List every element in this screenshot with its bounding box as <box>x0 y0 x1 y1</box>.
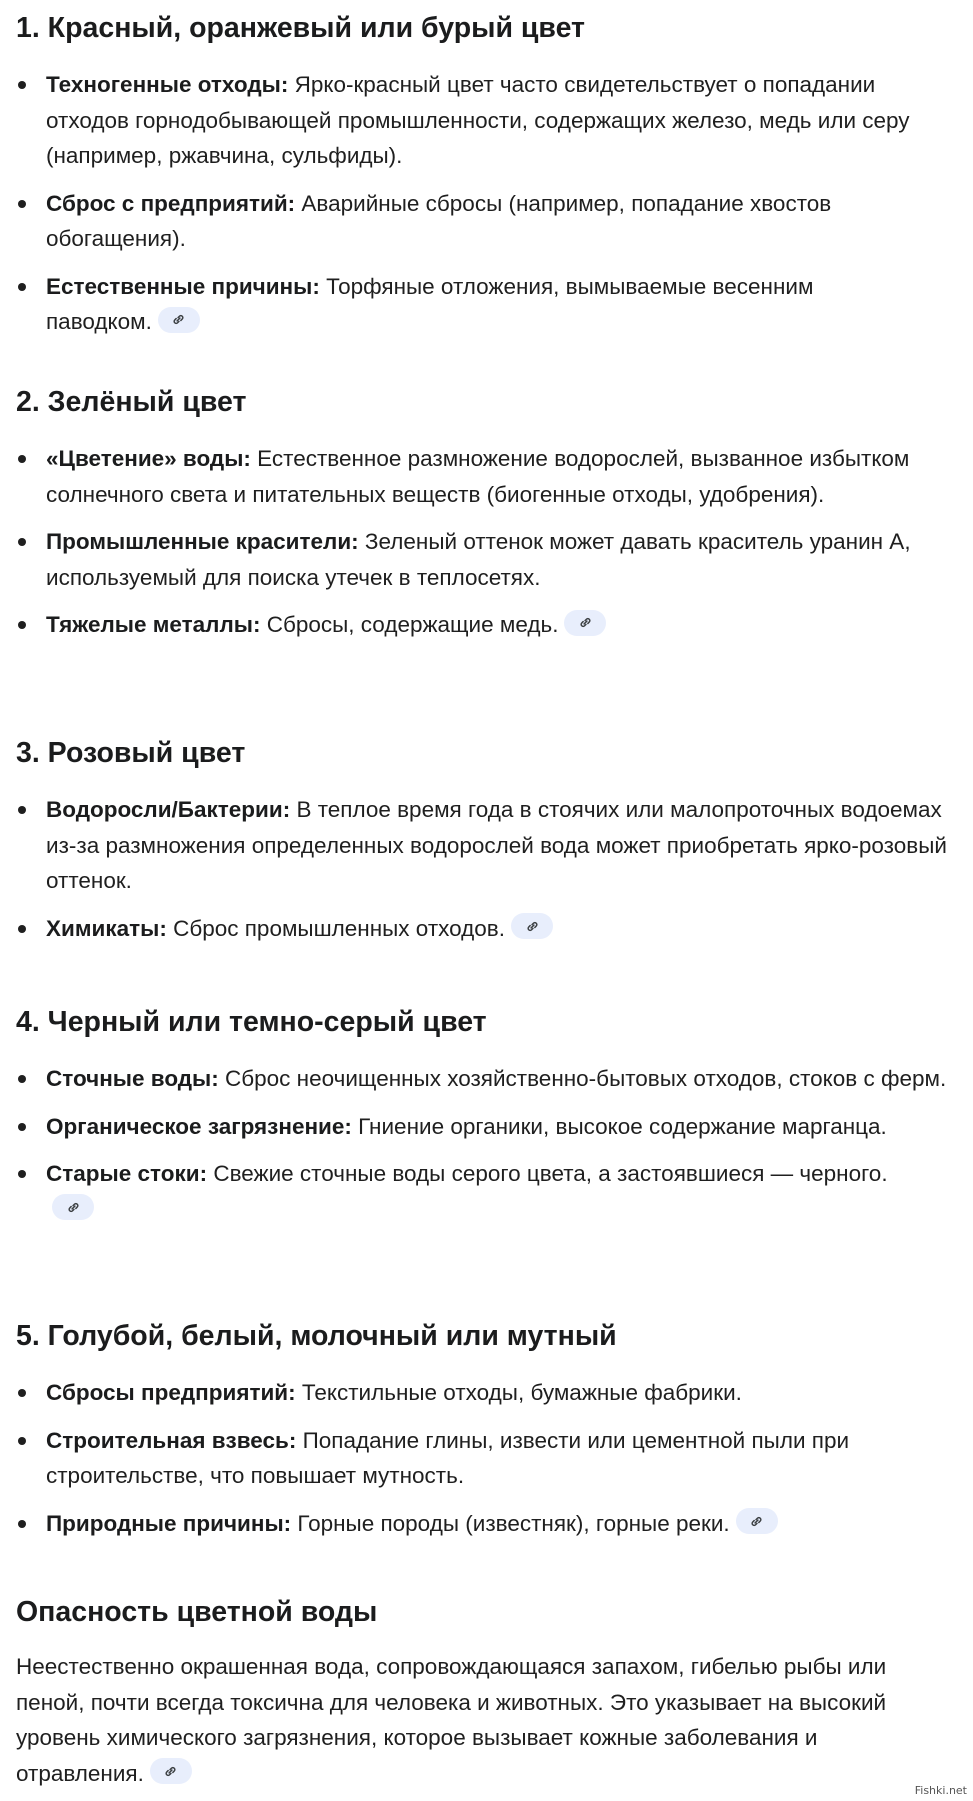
item-term: «Цветение» воды: <box>46 446 251 471</box>
list-item <box>16 1061 951 1097</box>
section-heading: 3. Розовый цвет <box>16 737 246 769</box>
item-text: Сброс неочищенных хозяйственно-бытовых отходов, стоков с ферм. <box>218 1066 947 1091</box>
source-link-chip[interactable] <box>150 1758 192 1784</box>
item-text: Сброс промышленных отходов. <box>166 915 505 941</box>
source-link-chip[interactable] <box>52 1194 94 1220</box>
item-term: Химикаты: <box>46 915 167 941</box>
item-text: Торфяные отложения, вымываемые весенним паводком. <box>46 273 814 334</box>
watermark: Fishki.net <box>914 1784 967 1797</box>
section-heading: 2. Зелёный цвет <box>16 386 247 418</box>
danger-text: Неестественно окрашенная вода, сопровождающаяся запахом, гибелью рыбы или пеной, почти всегда токсична для человека и животных. Это указывает на высокий уровень химического загрязнения, которое вызывает кожные заболевания и отравления. <box>16 1654 887 1786</box>
item-text: Свежие сточные воды серого цвета, а застоявшиеся — черного. <box>207 1161 888 1186</box>
source-link-chip[interactable] <box>511 913 553 939</box>
list-item <box>16 186 951 257</box>
item-text: Ярко-красный цвет часто свидетельствует о попадании отходов горнодобывающей промышленности, содержащих железо, медь или серу (например, ржавчина, сульфиды). <box>46 72 910 168</box>
bullet-list <box>16 441 961 643</box>
list-item <box>16 1423 951 1494</box>
item-term: Тяжелые металлы: <box>46 612 261 637</box>
item-term: Старые стоки: <box>46 1161 208 1186</box>
section-red <box>16 10 961 340</box>
link-icon <box>163 1764 178 1779</box>
list-item <box>16 911 951 947</box>
list-item <box>16 1156 896 1227</box>
list-item <box>16 67 951 174</box>
section-heading: 1. Красный, оранжевый или бурый цвет <box>16 12 586 44</box>
link-icon <box>66 1200 81 1215</box>
section-heading: 4. Черный или темно-серый цвет <box>16 1006 487 1038</box>
link-icon <box>525 919 540 934</box>
item-text: Гниение органики, высокое содержание марганца. <box>351 1113 887 1139</box>
item-text: Горные породы (известняк), горные реки. <box>291 1510 730 1536</box>
item-term: Сбросы предприятий: <box>46 1380 296 1405</box>
item-term: Сброс с предприятий: <box>46 190 296 216</box>
item-text: Зеленый оттенок может давать краситель уранин А, используемый для поиска утечек в теплосетях. <box>46 529 911 590</box>
item-text: В теплое время года в стоячих или малопроточных водоемах из-за размножения определенных водорослей вода может приобретать ярко-розовый оттенок. <box>46 797 947 893</box>
item-term: Природные причины: <box>46 1510 292 1536</box>
list-item <box>16 792 966 899</box>
item-term: Водоросли/Бактерии: <box>46 797 291 822</box>
list-item <box>16 1109 973 1145</box>
list-item <box>16 1506 951 1542</box>
list-item <box>16 441 916 512</box>
bullet-list <box>16 792 961 946</box>
link-icon <box>749 1514 764 1529</box>
item-term: Строительная взвесь: <box>46 1427 297 1453</box>
item-term: Промышленные красители: <box>46 529 359 554</box>
item-text: Попадание глины, извести или цементной пыли при строительстве, что повышает мутность. <box>46 1427 850 1488</box>
link-icon <box>578 615 593 630</box>
bullet-list <box>16 67 961 340</box>
section-black <box>16 1004 961 1227</box>
section-heading: 5. Голубой, белый, молочный или мутный <box>16 1320 617 1352</box>
item-term: Техногенные отходы: <box>46 72 289 97</box>
section-danger <box>16 1594 961 1791</box>
source-link-chip[interactable] <box>158 307 200 333</box>
item-text: Текстильные отходы, бумажные фабрики. <box>295 1380 742 1405</box>
list-item <box>16 1375 951 1411</box>
section-pink <box>16 735 961 946</box>
list-item <box>16 524 966 595</box>
link-icon <box>171 312 186 327</box>
source-link-chip[interactable] <box>564 610 606 636</box>
item-text: Сбросы, содержащие медь. <box>260 612 559 637</box>
list-item <box>16 607 951 643</box>
section-heading: Опасность цветной воды <box>16 1596 378 1628</box>
item-text: Естественное размножение водорослей, вызванное избытком солнечного света и питательных веществ (биогенные отходы, удобрения). <box>46 446 910 507</box>
list-item <box>16 269 916 340</box>
item-text: Аварийные сбросы (например, попадание хвостов обогащения). <box>46 190 832 251</box>
section-green <box>16 384 961 643</box>
bullet-list <box>16 1375 961 1541</box>
item-term: Естественные причины: <box>46 273 320 299</box>
item-term: Органическое загрязнение: <box>46 1113 352 1139</box>
source-link-chip[interactable] <box>736 1508 778 1534</box>
section-blue-white <box>16 1318 961 1541</box>
bullet-list <box>16 1061 961 1227</box>
item-term: Сточные воды: <box>46 1066 219 1091</box>
danger-paragraph <box>16 1649 951 1791</box>
